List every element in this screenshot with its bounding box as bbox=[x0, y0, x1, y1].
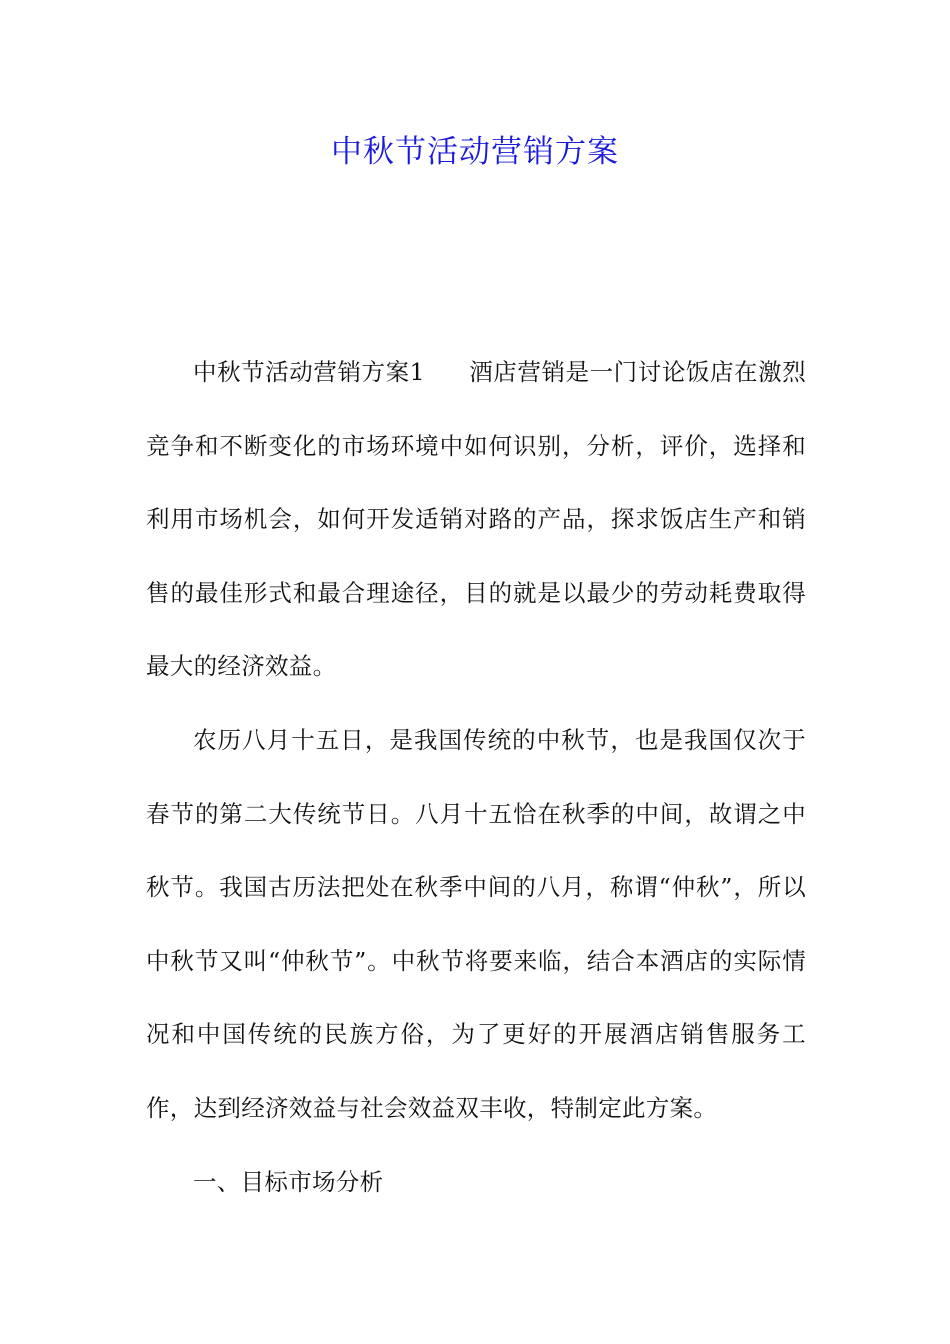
paragraph-1-text: 酒店营销是一门讨论饭店在激烈竞争和不断变化的市场环境中如何识别，分析，评价，选择和利用市场机会，如何开发适销对路的产品，探求饭店生产和销售的最佳形式和最合理途径，目的就是以最少的劳动耗费取得最大的经济效益。 bbox=[146, 358, 806, 681]
section-heading: 一、目标市场分析 bbox=[193, 1167, 384, 1196]
paragraph-2: 农历八月十五日，是我国传统的中秋节，也是我国仅次于春节的第二大传统节日。八月十五恰在秋季的中间，故谓之中秋节。我国古历法把处在秋季中间的八月，称谓“仲秋”，所以中秋节又叫“仲秋节”。中秋节将要来临，结合本酒店的实际情况和中国传统的民族方俗，为了更好的开展酒店销售服务工作，达到经济效益与社会效益双丰收，特制定此方案。 bbox=[146, 725, 806, 1122]
document-body bbox=[146, 336, 806, 1219]
paragraph-1-lead: 中秋节活动营销方案1 bbox=[193, 358, 425, 386]
document-title: 中秋节活动营销方案 bbox=[331, 134, 619, 170]
paragraph-1 bbox=[146, 336, 806, 704]
